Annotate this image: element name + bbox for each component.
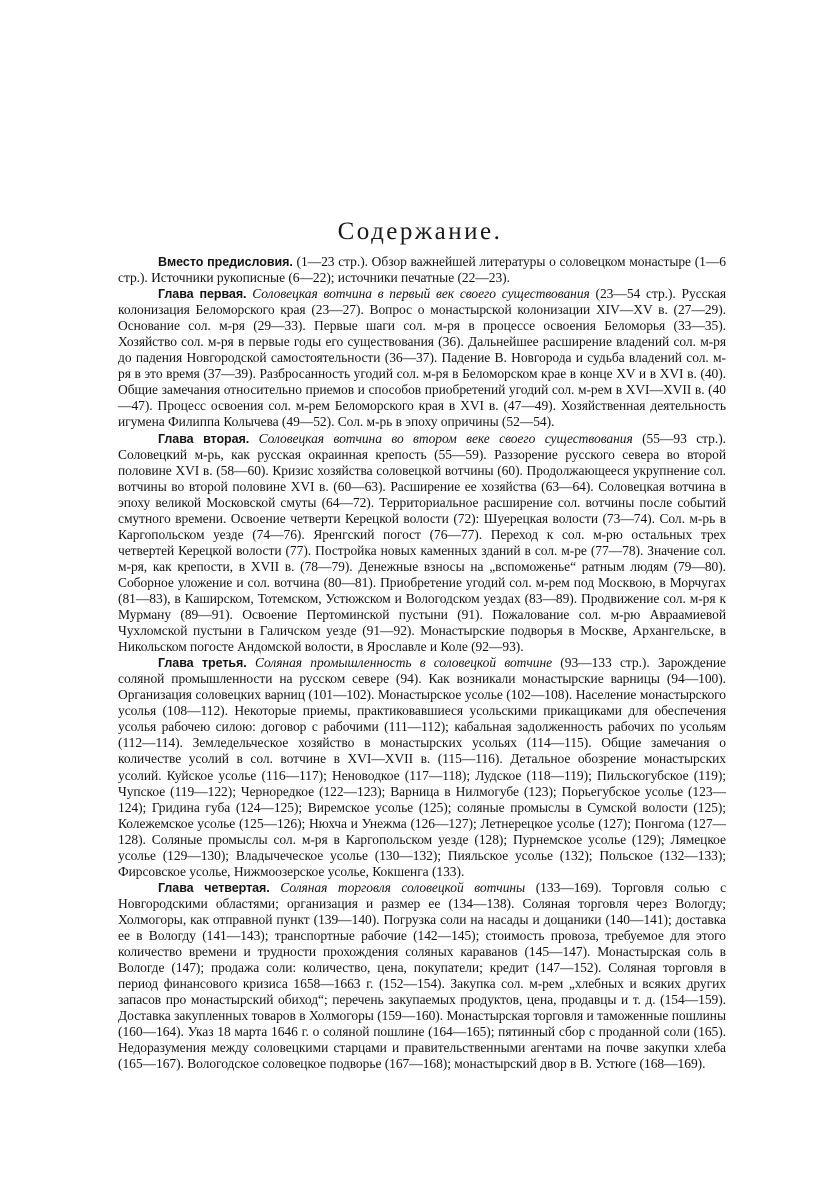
section-subtitle: Соляная торговля соловецкой вотчины [269,879,526,895]
section-label: Вместо предисловия. [158,255,293,269]
page-title: Содержание. [337,218,503,245]
toc-section-chapter-1 [118,286,726,430]
section-subtitle: Соляная промышленность в соловецкой вотчине [246,655,553,671]
section-text: (1—23 стр.). Обзор важнейшей литературы о соловецком монастыре (1—6 стр.). Источники рукописные (6—22); источники печатные (22—23). [118,254,726,286]
section-subtitle: Соловецкая вотчина во втором веке своего существования [249,430,633,446]
section-text: (133—169). Торговля солью с Новгородскими областями; организация и размер ее (134—138). Соляная торговля через Вологду; Холмогоры, как отправной пункт (139—140). Погрузка соли на насады и дощаники (140—141); доставка ее в Вологду (141—143); транспортные рабочие (142—145); стоимость провоза, требуемое для этого количество времени и трудности прохождения соляных караванов (145—147). Монастырская соль в Вологде (147); продажа соли: количество, цена, покупатели; кредит (147—152). Соляная торговля в период финансового кризиса 1658—1663 г. (152—154). Закупка сол. м-рем „хлебных и всяких других запасов про монастырский обиход“; перечень закупаемых продуктов, цена, продавцы и т. д. (154—159). Доставка закупленных товаров в Холмогоры (159—160). Монастырская торговля и таможенные пошлины (160—164). Указ 18 марта 1646 г. о соляной пошлине (164—165); пятинный сбор с проданной соли (165). Недоразумения между соловецкими старцами и правительственными агентами на почве закупки хлеба (165—167). Вологодское соловецкое подворье (167—168); монастырский двор в В. Устюге (168—169). [118,879,727,1072]
section-text: (55—93 стр.). Соловецкий м-рь, как русская окраинная крепость (55—59). Раззорение русского севера во второй половине XVI в. (58—60). Кризис хозяйства соловецкой вотчины (60). Продолжающееся укрупнение сол. вотчины во второй половине XVI в. (60—63). Расширение ее хозяйства (63—64). Соловецкая вотчина в эпоху великой Московской смуты (64—72). Территориальное расширение сол. вотчины после событий смутного времени. Освоение четверти Керецкой волости (72): Шуерецкая волости (73—74). Сол. м-рь в Каргопольском уезде (74—76). Яренгский погост (76—77). Переход к сол. м-рю остальных трех четвертей Керецкой волости (77). Постройка новых каменных зданий в сол. м-ре (77—78). Значение сол. м-ря, как крепости, в XVII в. (78—79). Денежные взносы на „вспоможенье“ ратным людям (79—80). Соборное уложение и сол. вотчина (80—81). Приобретение угодий сол. м-рем под Москвою, в Морчугах (81—83), в Каширском, Тотемском, Устюжском и Вологодском уездах (83—89). Продвижение сол. м-ря к Мурману (89—91). Освоение Пертоминской пустыни (91). Пожалование сол. м-рю Авраамиевой Чухломской пустыни в Галичском уезде (91—92). Монастырские подворья в Москве, Архангельске, в Никольском погосте Андомской волости, в Ярославле и Коле (92—93). [118,430,726,655]
toc-section-chapter-4 [118,880,726,1073]
section-label: Глава вторая. [158,431,250,446]
section-subtitle: Соловецкая вотчина в первый век своего существования [246,286,590,302]
section-text: (23—54 стр.). Русская колонизация Беломорского края (23—27). Вопрос о монастырской колонизации XIV—XV в. (27—29). Основание сол. м-ря (29—33). Первые шаги сол. м-ря в процессе освоения Беломорья (33—35). Хозяйство сол. м-ря в первые годы его существования (36). Дальнейшее расширение владений сол. м-ря до падения Новгородской самостоятельности (36—37). Падение В. Новгорода и судьба владений сол. м-ря в это время (37—39). Разбросанность угодий сол. м-ря в Беломорском крае в конце XV и в XVI в. (40). Общие замечания относительно приемов и способов приобретений угодий сол. м-рем в XVI—XVII в. (40—47). Процесс освоения сол. м-рем Беломорского края в XVI в. (47—49). Хозяйственная деятельность игумена Филиппа Колычева (49—52). Сол. м-рь в эпоху опричины (52—54). [118,286,726,430]
toc-section-chapter-3 [118,655,726,880]
section-label: Глава третья. [158,656,247,671]
toc-section-chapter-2 [118,431,726,656]
section-label: Глава первая. [158,287,247,302]
toc-section-preface [118,254,726,286]
section-text: (93—133 стр.). Зарождение соляной промышленности на русском севере (94). Как возникали монастырские варницы (94—100). Организация соловецких варниц (101—102). Монастырское усолье (102—108). Население монастырского усолья (108—112). Некоторые приемы, практиковавшиеся усольскими прикащиками для обеспечения усолья рабочею силою: договор с рабочими (111—112); кабальная задолженность рабочих по усольям (112—114). Земледельческое хозяйство в монастырских усольях (114—115). Общие замечания о количестве усолий в сол. вотчине в XVI—XVII в. (115—116). Детальное обозрение монастырских усолий. Куйское усолье (116—117); Неноводкое (117—118); Лудское (118—119); Пильскогубское (119); Чупское (119—122); Черноредкое (122—123); Варница в Нилмогубе (123); Порьегубское усолье (123—124); Гридина губа (124—125); Виремское усолье (125); соляные промыслы в Сумской волости (125); Колежемское усолье (125—126); Нюхча и Унежма (126—127); Летнерецкое усолье (127); Понгома (127—128). Соляные промыслы сол. м-ря в Каргопольском уезде (128); Пурнемское усолье (129); Лямецкое усолье (129—130); Владычеческое усолье (130—132); Пияльское усолье (132); Польское (132—133); Фирсовское усолье, Нижмоозерское усолье, Кокшенга (133). [118,655,726,879]
table-of-contents [118,254,726,1072]
section-label: Глава четвертая. [158,880,270,895]
